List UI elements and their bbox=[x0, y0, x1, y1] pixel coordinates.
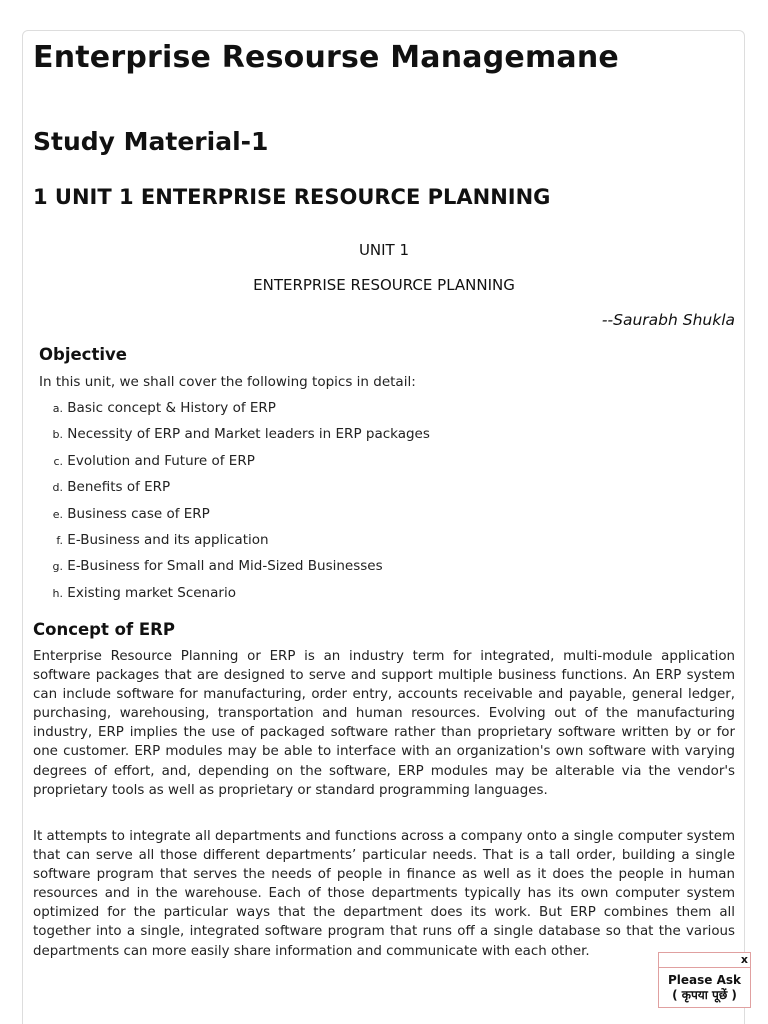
objective-intro: In this unit, we shall cover the following topics in detail: bbox=[39, 374, 416, 390]
list-marker: g. bbox=[52, 560, 63, 574]
close-icon[interactable]: x bbox=[740, 953, 748, 966]
list-item bbox=[36, 424, 430, 450]
please-ask-widget[interactable] bbox=[658, 952, 751, 1008]
document-title: Enterprise Resourse Managemane bbox=[33, 40, 619, 75]
unit-label: UNIT 1 bbox=[358, 241, 410, 259]
list-item bbox=[36, 530, 430, 556]
list-item-text: Basic concept & History of ERP bbox=[67, 400, 276, 416]
list-item bbox=[36, 583, 430, 609]
list-item bbox=[36, 504, 430, 530]
concept-paragraph: It attempts to integrate all departments and functions across a company onto a single computer system that can serve all those different departments’ particular needs. That is a tall order, building a single software program that serves the needs of people in finance as well as it does the people in human resources and in the warehouse. Each of those departments typically has its own computer system optimized for the particular ways that the department does its work. But ERP combines them all together into a single, integrated software program that runs off a single database so that the various departments can more easily share information and communicate with each other. bbox=[33, 829, 735, 959]
topics-list bbox=[36, 398, 430, 609]
list-item-text: Evolution and Future of ERP bbox=[67, 452, 255, 469]
list-marker: b. bbox=[52, 428, 63, 442]
list-marker: h. bbox=[52, 586, 63, 600]
list-marker: d. bbox=[52, 481, 63, 495]
list-marker: c. bbox=[53, 454, 63, 468]
list-item bbox=[36, 451, 430, 477]
study-material-title: Study Material-1 bbox=[33, 127, 269, 156]
unit-name: ENTERPRISE RESOURCE PLANNING bbox=[253, 276, 515, 294]
list-marker: a. bbox=[52, 402, 63, 415]
list-item-text: Benefits of ERP bbox=[67, 479, 171, 496]
list-item-text: E-Business and its application bbox=[67, 531, 269, 548]
list-marker: e. bbox=[52, 507, 63, 521]
please-ask-hindi-label[interactable]: ( कृपया पूछें ) bbox=[672, 988, 737, 1002]
divider bbox=[659, 967, 750, 968]
list-marker: f. bbox=[56, 533, 63, 547]
list-item-text: E-Business for Small and Mid-Sized Businesses bbox=[67, 558, 383, 575]
concept-heading: Concept of ERP bbox=[33, 620, 175, 639]
please-ask-button[interactable]: Please Ask bbox=[667, 973, 741, 987]
list-item bbox=[36, 398, 430, 424]
list-item-text: Business case of ERP bbox=[67, 505, 210, 522]
list-item bbox=[36, 556, 430, 582]
concept-paragraph: Enterprise Resource Planning or ERP is an industry term for integrated, multi-module application software packages that are designed to serve and support multiple business functions. An ERP system can include software for manufacturing, order entry, accounts receivable and payable, general ledger, purchasing, warehousing, transportation and human resources. Evolving out of the manufacturing industry, ERP implies the use of packaged software rather than proprietary software written by or for one customer. ERP modules may be able to interface with an organization's own software with varying degrees of effort, and, depending on the software, ERP modules may be alterable via the vendor's proprietary tools as well as proprietary or standard programming languages. bbox=[33, 649, 735, 798]
list-item-text: Necessity of ERP and Market leaders in ERP packages bbox=[67, 426, 430, 443]
objective-heading: Objective bbox=[39, 345, 127, 364]
list-item-text: Existing market Scenario bbox=[67, 584, 236, 601]
author-credit: --Saurabh Shukla bbox=[601, 311, 735, 329]
unit-heading: 1 UNIT 1 ENTERPRISE RESOURCE PLANNING bbox=[33, 185, 551, 209]
list-item bbox=[36, 477, 430, 503]
